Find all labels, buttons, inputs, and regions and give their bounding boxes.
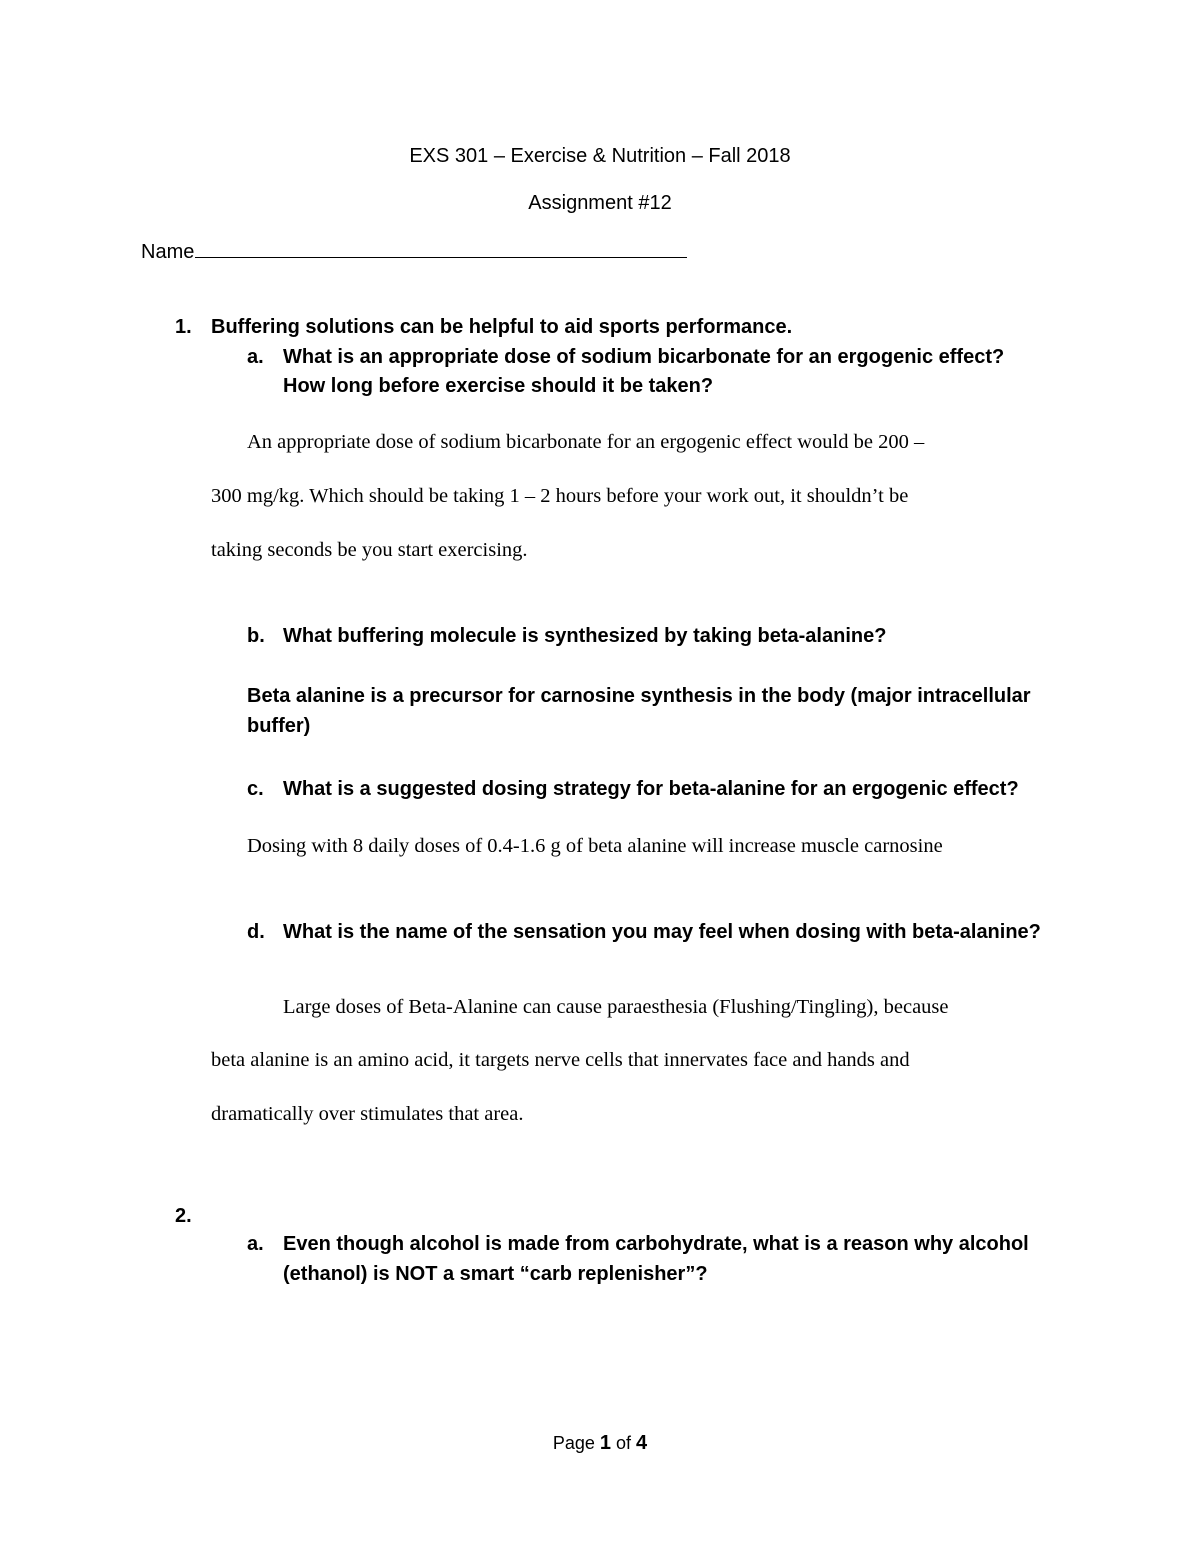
- name-label: Name: [141, 241, 195, 263]
- q1d-answer-line1: Large doses of Beta-Alanine can cause paraesthesia (Flushing/Tingling), because: [283, 996, 949, 1018]
- q1a-answer-line2: 300 mg/kg. Which should be taking 1 – 2 hours before your work out, it shouldn’t be: [211, 485, 909, 507]
- document-title: EXS 301 – Exercise & Nutrition – Fall 2018: [409, 145, 791, 167]
- q1a-answer-line3: taking seconds be you start exercising.: [211, 539, 528, 561]
- page-total: 4: [636, 1432, 648, 1454]
- q1-number: 1.: [175, 316, 192, 338]
- q2a-question-line1: Even though alcohol is made from carbohydrate, what is a reason why alcohol: [283, 1233, 1029, 1255]
- q2a-letter: a.: [247, 1233, 264, 1255]
- q1b-answer-line2: buffer): [247, 715, 311, 737]
- q2a-question-line2: (ethanol) is NOT a smart “carb replenisher”?: [283, 1263, 708, 1285]
- q1c-question: What is a suggested dosing strategy for beta-alanine for an ergogenic effect?: [283, 778, 1019, 800]
- q1b-letter: b.: [247, 625, 265, 647]
- q1d-answer-line3: dramatically over stimulates that area.: [211, 1103, 524, 1125]
- name-field: [141, 240, 687, 262]
- of-label: of: [616, 1433, 632, 1453]
- q1d-question: What is the name of the sensation you may feel when dosing with beta-alanine?: [283, 921, 1041, 943]
- q1a-letter: a.: [247, 346, 264, 368]
- page-label: Page: [552, 1433, 595, 1453]
- name-underline: [195, 240, 687, 258]
- q1-text: Buffering solutions can be helpful to aid sports performance.: [211, 316, 793, 338]
- q1a-question-line1: What is an appropriate dose of sodium bicarbonate for an ergogenic effect?: [283, 346, 1005, 368]
- q1a-question-line2: How long before exercise should it be taken?: [283, 375, 714, 397]
- page-footer: [0, 1433, 1200, 1453]
- q1c-answer: Dosing with 8 daily doses of 0.4-1.6 g of beta alanine will increase muscle carnosine: [247, 835, 943, 857]
- q1d-answer-line2: beta alanine is an amino acid, it targets nerve cells that innervates face and hands and: [211, 1049, 910, 1071]
- q1c-letter: c.: [247, 778, 264, 800]
- q1b-question: What buffering molecule is synthesized by taking beta-alanine?: [283, 625, 887, 647]
- q1d-letter: d.: [247, 921, 265, 943]
- page-current: 1: [599, 1432, 611, 1454]
- q1a-answer-line1: An appropriate dose of sodium bicarbonate for an ergogenic effect would be 200 –: [247, 431, 925, 453]
- q2-number: 2.: [175, 1205, 192, 1227]
- q1b-answer-line1: Beta alanine is a precursor for carnosine synthesis in the body (major intracellular: [247, 685, 1031, 707]
- assignment-number: Assignment #12: [528, 192, 672, 214]
